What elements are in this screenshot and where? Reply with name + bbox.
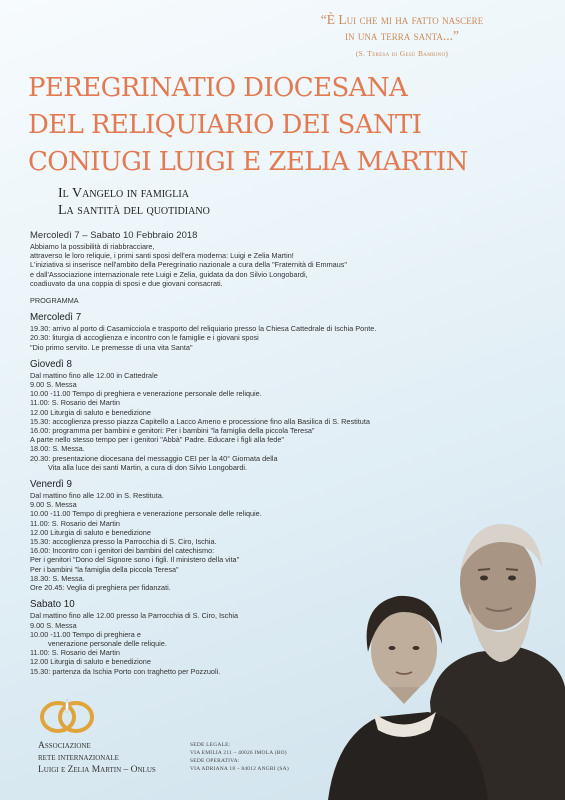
addr-line-3: SEDE OPERATIVA: (190, 758, 240, 764)
intro-line: attraverso le loro reliquie, i primi santi sposi dell'era moderna: Luigi e Zelia Martin! (30, 251, 294, 261)
day-heading: Sabato 10 (30, 599, 75, 611)
program-line: Ore 20.45: Veglia di preghiera per fidanzati. (30, 583, 171, 593)
program-line: 15.30: accoglienza presso la Parrocchia di S. Ciro, Ischia. (30, 537, 217, 547)
program-line: 10.00 -11.00 Tempo di preghiera e venerazione personale delle reliquie. (30, 509, 262, 519)
program-line: 18.00: S. Messa. (30, 444, 85, 454)
program-line: venerazione personale delle reliquie. (48, 638, 167, 648)
program-line: 12.00 Liturgia di saluto e benedizione (30, 527, 151, 537)
subtitle-line-1: Il Vangelo in famiglia (58, 186, 189, 201)
program-line: 11.00: S. Rosario dei Martin (30, 648, 120, 658)
assoc-line-3: Luigi e Zelia Martin – Onlus (38, 765, 156, 775)
program-line: 12.00 Liturgia di saluto e benedizione (30, 657, 151, 667)
program-line: 15.30: partenza da Ischia Porto con traghetto per Pozzuoli. (30, 666, 221, 676)
subtitle (58, 185, 210, 219)
day-heading: Venerdì 9 (30, 479, 72, 491)
program-line: 16.00: programma per bambini e genitori: Per i bambini "la famiglia della piccola Teresa" (30, 426, 315, 436)
association-name (38, 740, 156, 776)
program-line: 11.00: S. Rosario dei Martin (30, 398, 120, 408)
program-line: 16.00: Incontro con i genitori dei bambini del catechismo: (30, 546, 215, 556)
program-line: 9.00 S. Messa (30, 620, 77, 630)
quote-block (277, 12, 527, 58)
intro-line: coadiuvato da una coppia di sposi e due giovani consacrati. (30, 278, 223, 288)
association-logo-icon (36, 693, 98, 735)
intro-line: L'iniziativa si inserisce nell'ambito della Peregrinatio nazionale a cura della "Fraternità di Emmaus" (30, 260, 348, 270)
program-line: Per i genitori "Dono del Signore sono i figli. Il ministero della vita" (30, 555, 240, 565)
program-line: Dal mattino fino alle 12.00 in Cattedrale (30, 370, 158, 380)
intro-line: Abbiamo la possibilità di riabbracciare, (30, 242, 155, 251)
program-line: 12.00 Liturgia di saluto e benedizione (30, 407, 151, 417)
program-line: 18.30: S. Messa. (30, 573, 85, 583)
day-heading: Giovedì 8 (30, 358, 72, 370)
program-line: 9.00 S. Messa (30, 500, 77, 510)
page-title (28, 70, 558, 181)
program-line: 20.30: presentazione diocesana del messaggio CEI per la 40° Giornata della (30, 453, 278, 463)
intro-line: e dall'Associazione internazionale rete Luigi e Zelia, guidata da don Silvio Longobardi, (30, 269, 308, 279)
assoc-line-2: rete internazionale (38, 753, 119, 763)
program-line: 11.00: S. Rosario dei Martin (30, 518, 120, 528)
addr-line-1: SEDE LEGALE: (190, 742, 231, 748)
program-line: A parte nello stesso tempo per i genitori "Abbà" Padre. Educare i figli alla fede" (30, 435, 284, 445)
assoc-line-1: Associazione (38, 741, 91, 751)
title-line-1: PEREGRINATIO DIOCESANA (28, 73, 408, 103)
addr-line-2: VIA EMILIA 211 – 40026 IMOLA (BO) (190, 750, 287, 756)
title-line-2: DEL RELIQUIARIO DEI SANTI (28, 110, 422, 140)
program-line: 15.30: accoglienza presso piazza Capitello a Lacco Ameno e processione fino alla Basilica di S. Restituta (30, 416, 370, 426)
quote-line-1: “È Lui che mi ha fatto nascere (320, 12, 484, 27)
program-line: Vita alla luce dei santi Martin, a cura di don Silvio Longobardi. (48, 462, 248, 472)
program-line: Per i bambini "la famiglia della piccola Teresa" (30, 564, 179, 574)
program-line: 10.00 -11.00 Tempo di preghiera e venerazione personale delle reliquie. (30, 389, 262, 399)
program-line: 19.30: arrivo al porto di Casamicciola e trasporto del reliquiario presso la Chiesa Cattedrale di Ischia Ponte. (30, 324, 377, 334)
subtitle-line-2: La santità del quotidiano (58, 203, 210, 218)
program-line: 9.00 S. Messa (30, 380, 77, 390)
martin-couple-photo (318, 512, 565, 800)
addr-line-4: VIA ADRIANA 18 – 84012 ANGRI (SA) (190, 766, 289, 772)
programma-heading: PROGRAMMA (30, 296, 79, 306)
program-line: 10.00 -11.00 Tempo di preghiera e (30, 629, 141, 639)
association-address (190, 741, 289, 773)
day-heading: Mercoledì 7 (30, 312, 82, 324)
program-line: 20.30: liturgia di accoglienza e incontro con le famiglie e i giovani sposi (30, 333, 259, 343)
program-line: Dal mattino fino alle 12.00 presso la Parrocchia di S. Ciro, Ischia (30, 611, 239, 621)
quote-source: (S. Teresa di Gesù Bambino) (355, 49, 449, 58)
title-line-3: CONIUGI LUIGI E ZELIA MARTIN (28, 147, 468, 177)
quote-line-2: in una terra santa...” (344, 28, 460, 43)
program-line: "Dio primo servito. Le premesse di una vita Santa" (30, 342, 193, 352)
event-dates: Mercoledì 7 – Sabato 10 Febbraio 2018 (30, 230, 198, 241)
program-line: Dal mattino fino alle 12.00 in S. Restituta. (30, 491, 164, 501)
